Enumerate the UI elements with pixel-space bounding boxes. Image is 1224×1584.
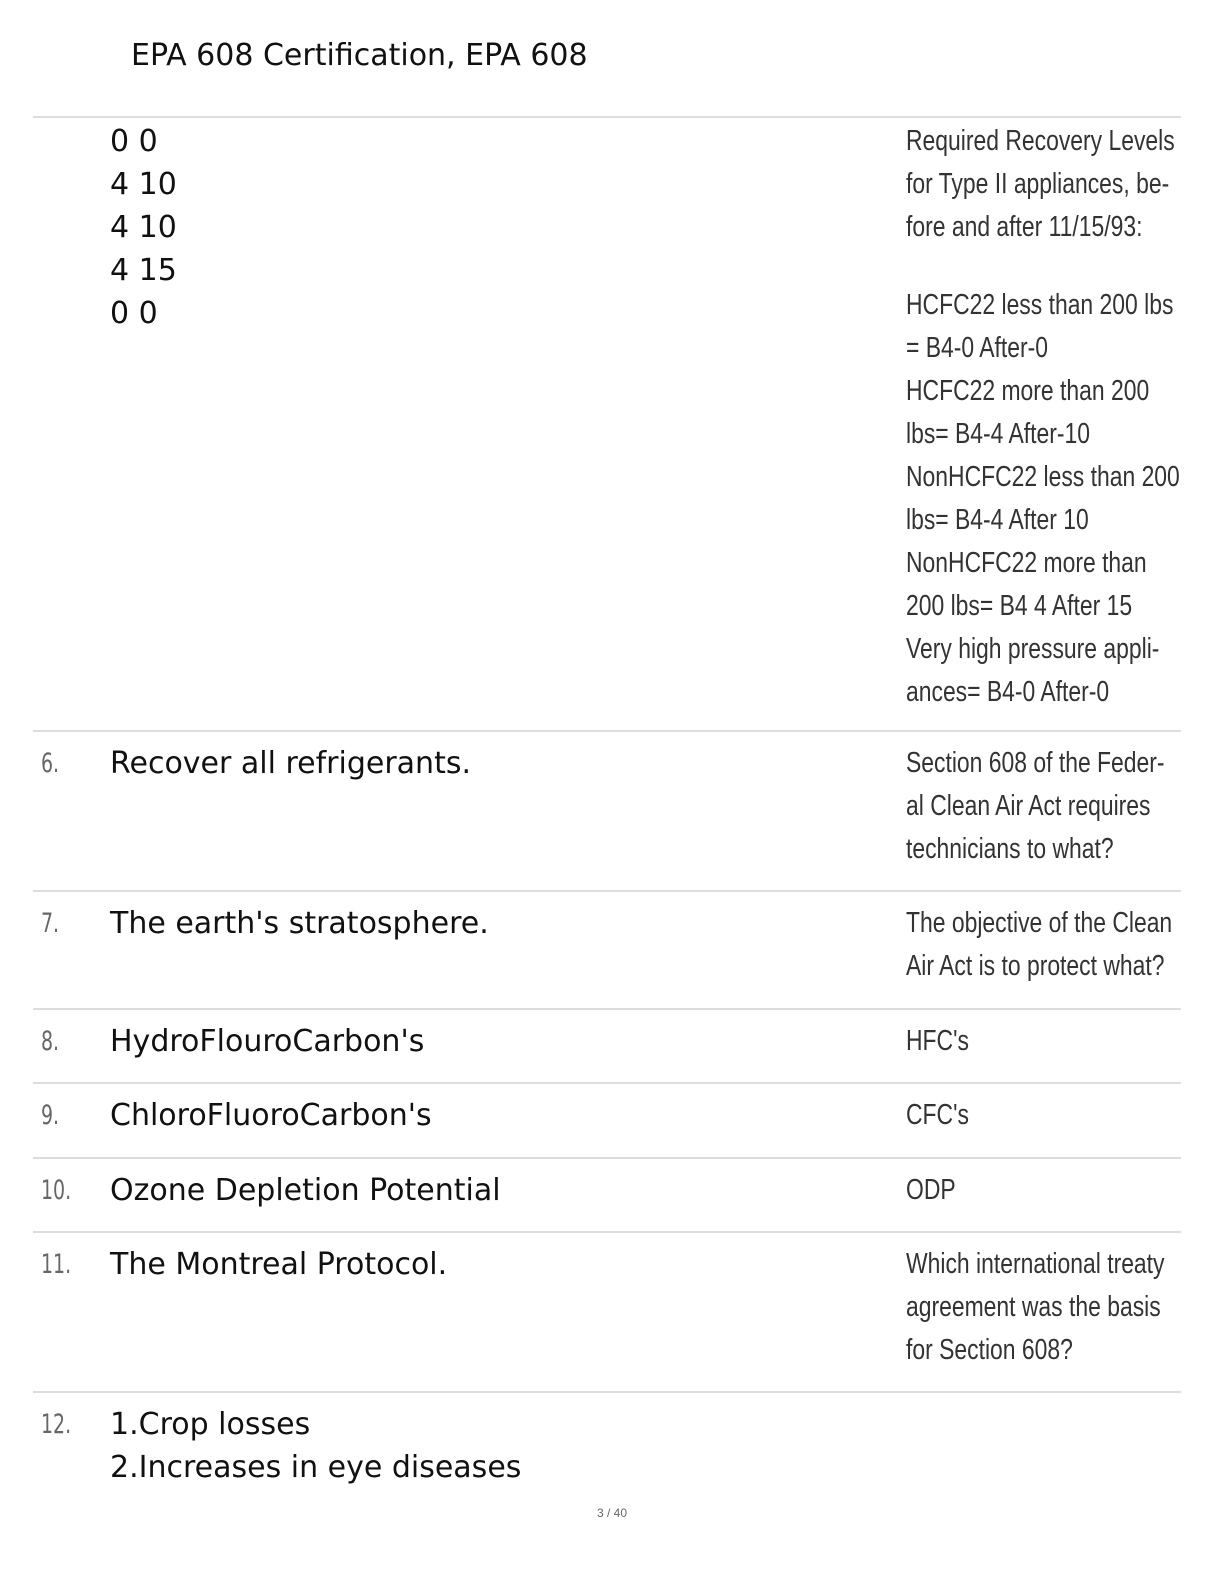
flashcard [33,1084,1181,1159]
term-line: 4 15 [110,253,177,288]
card-term [110,1169,501,1212]
term-line: Ozone Depletion Potential [110,1173,501,1208]
term-line: 4 10 [110,167,177,202]
card-term [110,902,489,945]
card-definition [906,1020,1167,1063]
card-number: 9. [41,1100,60,1131]
card-number: 11. [41,1249,72,1280]
definition-line: ances= B4-0 After-0 [906,676,1110,708]
term-line: 1.Crop losses [110,1407,311,1442]
term-line: HydroFlouroCarbon's [110,1024,425,1059]
definition-line: lbs= B4-4 After 10 [906,504,1089,536]
card-number: 6. [41,748,60,779]
definition-line: fore and after 11/15/93: [906,211,1143,243]
flashcard [33,1159,1181,1233]
definition-line: The objective of the Clean [906,907,1173,939]
definition-line: HCFC22 less than 200 lbs [906,289,1174,321]
card-term [110,1243,447,1286]
definition-line: technicians to what? [906,833,1114,865]
page-indicator: 3 / 40 [596,1506,628,1520]
definition-line: HFC's [906,1025,969,1057]
card-term [110,1403,521,1489]
definition-line: al Clean Air Act requires [906,790,1151,822]
definition-line: ODP [906,1174,956,1206]
definition-line: NonHCFC22 less than 200 [906,461,1180,493]
card-definition [906,1169,1167,1212]
term-line: ChloroFluoroCarbon's [110,1098,432,1133]
term-line: Recover all refrigerants. [110,746,471,781]
card-definition [906,1243,1167,1372]
term-line: 0 0 [110,124,158,159]
definition-line: NonHCFC22 more than [906,547,1147,579]
flashcard [33,892,1181,1010]
card-term [110,1020,424,1063]
card-definition [906,902,1173,988]
flashcard [33,1393,1181,1493]
term-line: 4 10 [110,210,177,245]
card-definition [906,120,1180,714]
card-number: 10. [41,1175,72,1206]
definition-line: Section 608 of the Feder- [906,747,1165,779]
definition-line: = B4-0 After-0 [906,332,1049,364]
flashcard [33,732,1181,892]
definition-line: for Section 608? [906,1334,1073,1366]
definition-line: lbs= B4-4 After-10 [906,418,1091,450]
definition-line: Very high pressure appli- [906,633,1160,665]
flashcard-list [33,118,1181,1493]
card-number: 7. [41,908,60,939]
definition-line: Air Act is to protect what? [906,950,1165,982]
flashcard [33,1010,1181,1084]
term-line: The earth's stratosphere. [110,906,489,941]
flashcard [33,118,1181,732]
definition-line: CFC's [906,1099,969,1131]
term-line: 2.Increases in eye diseases [110,1450,522,1485]
card-term [110,1094,432,1137]
definition-spacer [906,249,1167,284]
definition-line: HCFC22 more than 200 [906,375,1150,407]
term-line: 0 0 [110,296,158,331]
card-term [110,742,471,785]
definition-line: agreement was the basis [906,1291,1161,1323]
definition-line: for Type II appliances, be- [906,168,1170,200]
card-number: 12. [41,1409,72,1440]
definition-line: Required Recovery Levels [906,125,1175,157]
card-definition [906,1094,1167,1137]
card-term [110,120,177,335]
definition-line: 200 lbs= B4 4 After 15 [906,590,1133,622]
definition-line: Which international treaty [906,1248,1165,1280]
card-number: 8. [41,1026,60,1057]
term-line: The Montreal Protocol. [110,1247,448,1282]
flashcard [33,1233,1181,1393]
card-definition [906,742,1167,871]
page-title: EPA 608 Certification, EPA 608 [131,38,588,73]
